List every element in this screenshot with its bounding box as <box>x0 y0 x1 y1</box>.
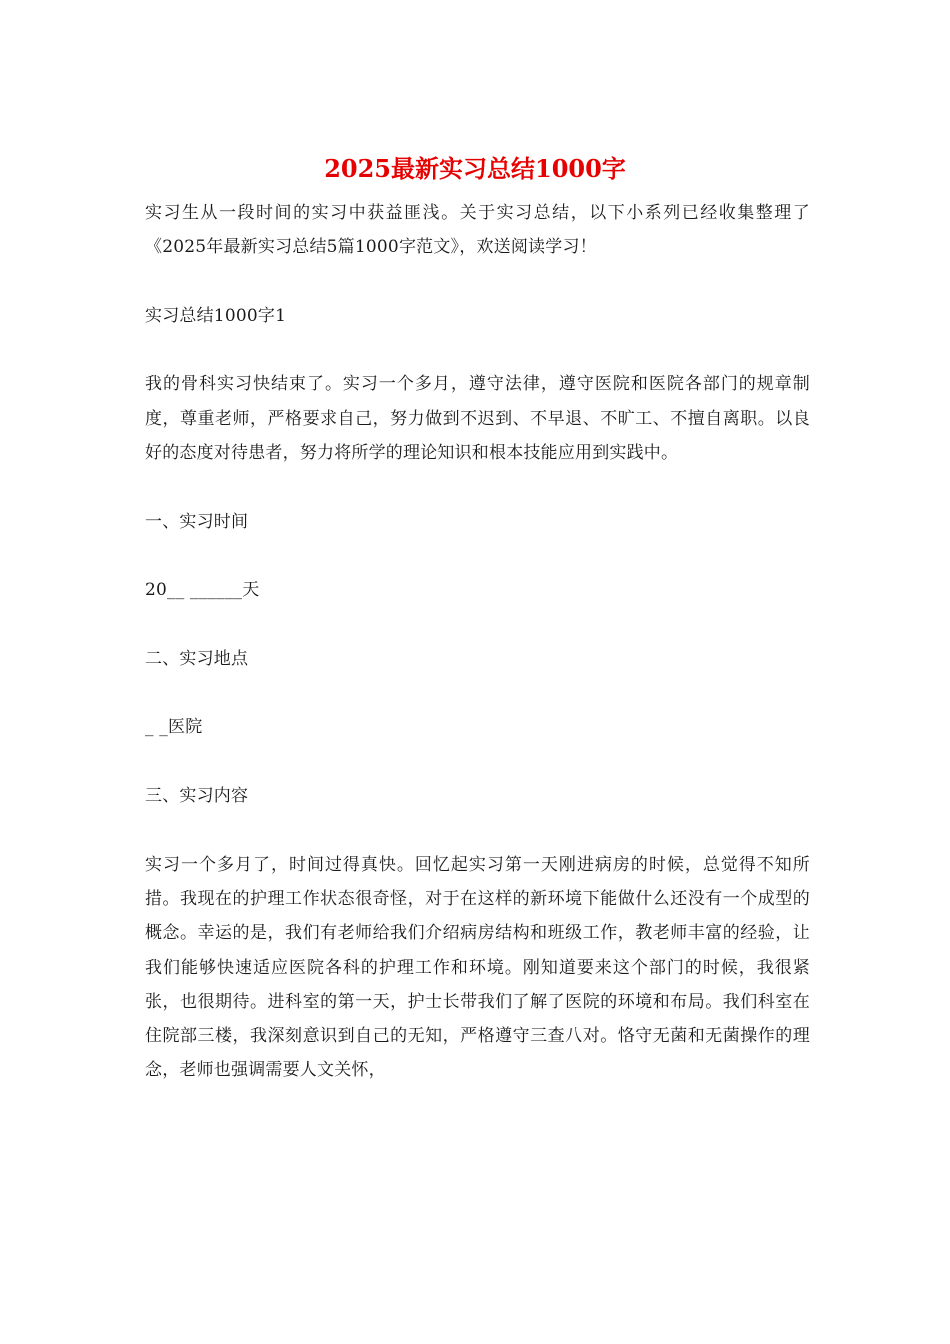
internship-time-value: 20__ ______天 <box>145 580 260 601</box>
section-heading-time: 一、实习时间 <box>145 511 249 532</box>
internship-location-value: _ _医院 <box>145 717 203 738</box>
body-paragraph: 实习一个多月了，时间过得真快。回忆起实习第一天刚进病房的时候，总觉得不知所措。我现在的护理工作状态很奇怪，对于在这样的新环境下能做什么还没有一个成型的概念。幸运的是，我们有老师给我们介绍病房结构和班级工作，教老师丰富的经验，让我们能够快速适应医院各科的护理工作和环境。刚知道要来这个部门的时候，我很紧张，也很期待。进科室的第一天，护士长带我们了解了医院的环境和布局。我们科室在住院部三楼，我深刻意识到自己的无知，严格遵守三查八对。恪守无菌和无菌操作的理念，老师也强调需要人文关怀， <box>145 854 810 1081</box>
document-title: 2025最新实习总结1000字 <box>324 154 626 183</box>
section-heading-summary-1: 实习总结1000字1 <box>145 305 287 326</box>
document-body <box>145 196 810 1088</box>
section-heading-content: 三、实习内容 <box>145 786 249 807</box>
intro-paragraph: 实习生从一段时间的实习中获益匪浅。关于实习总结，以下小系列已经收集整理了《2025年最新实习总结5篇1000字范文》，欢送阅读学习！ <box>145 203 810 258</box>
section-heading-location: 二、实习地点 <box>145 648 249 669</box>
body-paragraph: 我的骨科实习快结束了。实习一个多月，遵守法律，遵守医院和医院各部门的规章制度，尊重老师，严格要求自己，努力做到不迟到、不早退、不旷工、不擅自离职。以良好的态度对待患者，努力将所学的理论知识和根本技能应用到实践中。 <box>145 374 810 464</box>
